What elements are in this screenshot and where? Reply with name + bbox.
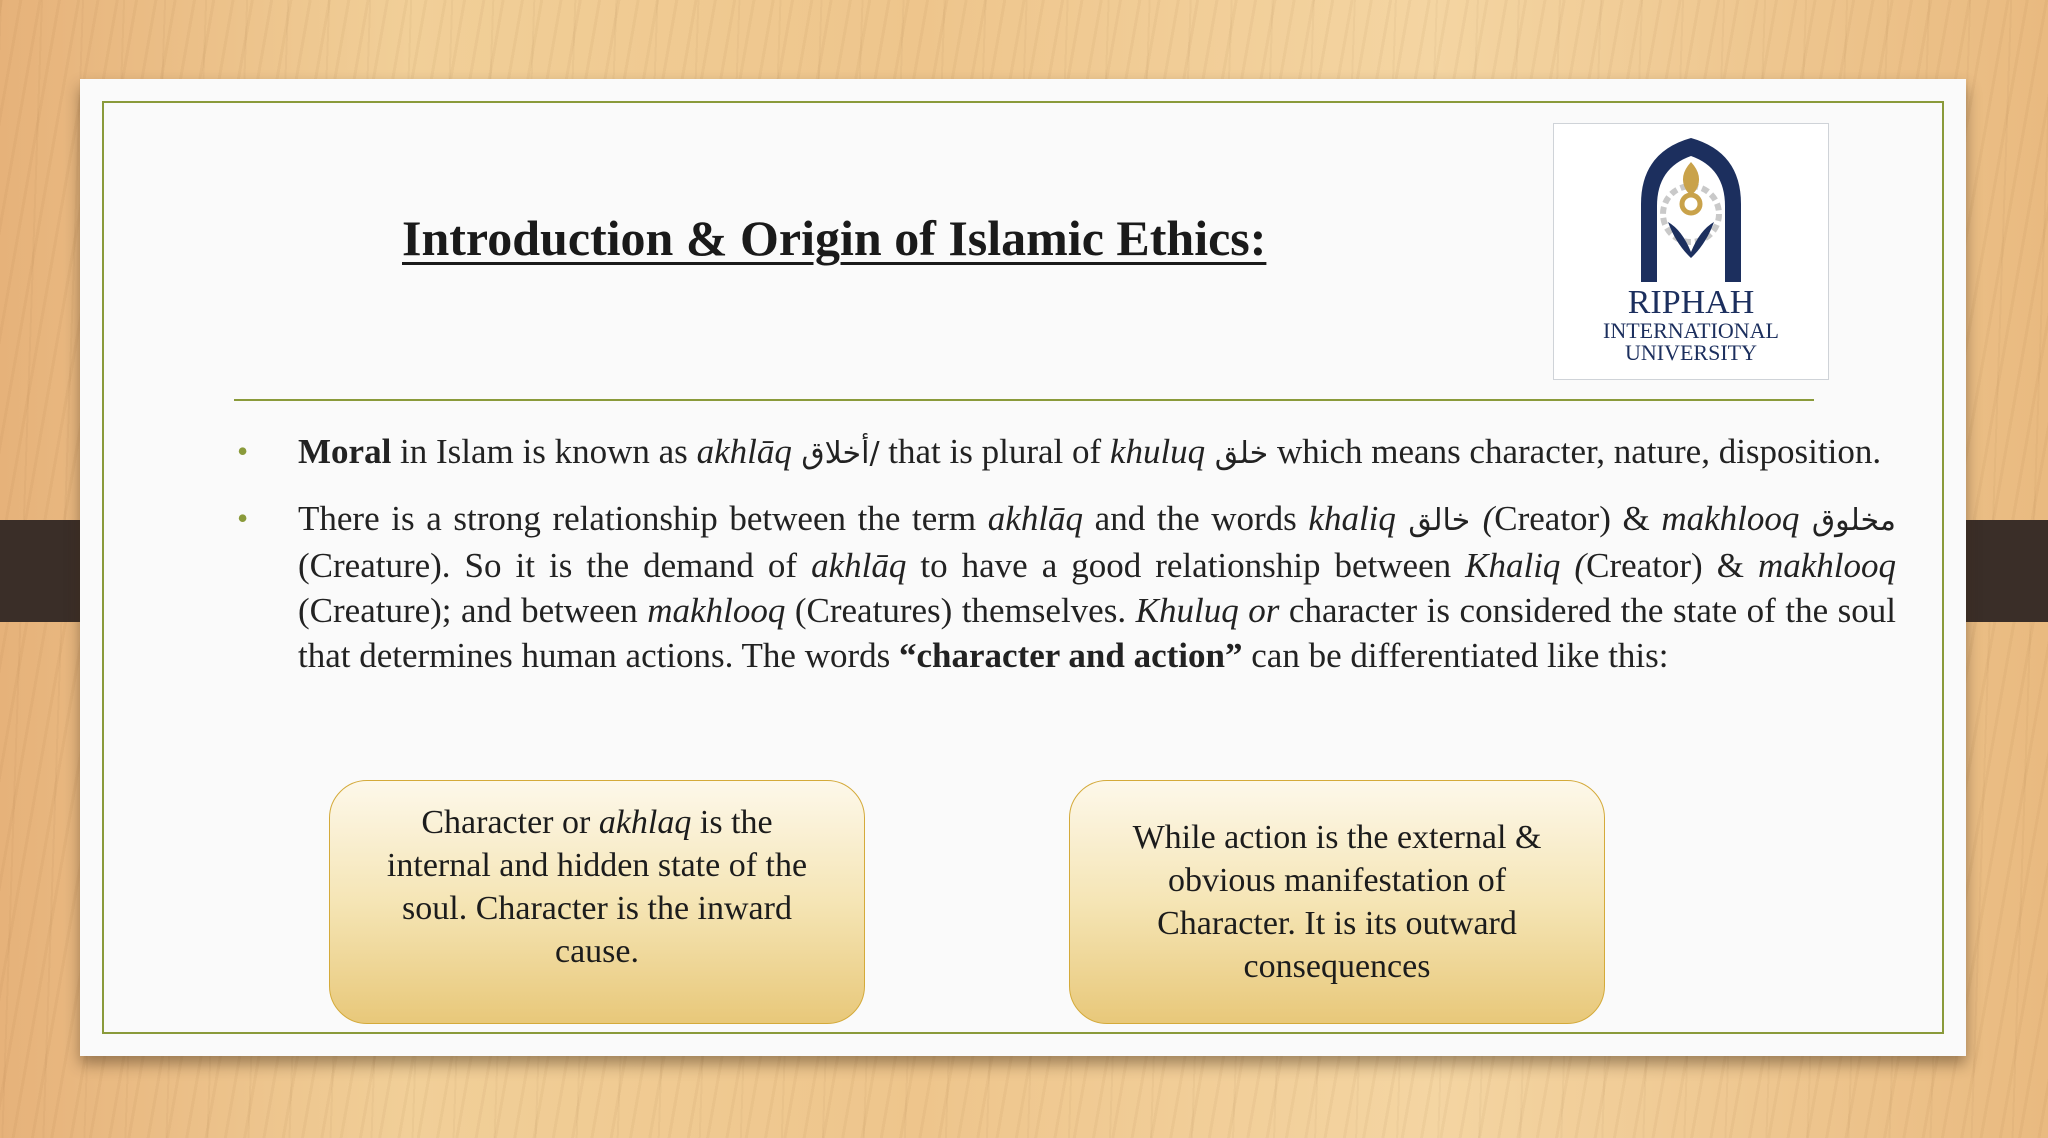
bullet1-text: which means character, nature, disposition. xyxy=(1268,432,1882,471)
bullet2-makhlooq: makhlooq xyxy=(1661,499,1800,538)
bullet1-khuluq: khuluq xyxy=(1109,432,1206,471)
action-box xyxy=(1069,780,1605,1024)
bullet2-arabic-khaliq: خالق xyxy=(1395,503,1483,538)
action-box-text: While action is the external & obvious manifestation of Character. It is its outward consequences xyxy=(1132,819,1542,985)
logo-subtitle-line2: UNIVERSITY xyxy=(1625,340,1757,365)
riphah-emblem-icon xyxy=(1616,134,1766,284)
bullet-moral xyxy=(237,429,1896,476)
logo-name: RIPHAH xyxy=(1627,284,1755,321)
bullet2-makhlooq: makhlooq xyxy=(647,591,786,630)
bullet2-text: to have a good relationship between xyxy=(906,546,1466,585)
bullet2-text: can be differentiated like this: xyxy=(1242,636,1669,675)
character-box-text-part: is the internal and hidden state of the soul. Character is the inward cause. xyxy=(386,804,808,970)
bullet2-text: Creator) & xyxy=(1494,499,1662,538)
bullet1-arabic-akhlaq: أخلاق/ xyxy=(791,436,880,471)
bullet1-text: that is plural of xyxy=(879,432,1110,471)
bullet-marker: • xyxy=(237,433,249,469)
bullet2-arabic-makhlooq: مخلوق xyxy=(1799,503,1896,538)
character-box xyxy=(329,780,865,1024)
bullet2-khaliq: khaliq xyxy=(1308,499,1396,538)
slide xyxy=(80,79,1966,1056)
character-box-akhlaq: akhlaq xyxy=(598,804,692,841)
character-box-text-part: Character or xyxy=(421,804,599,841)
bullet2-text: and the words xyxy=(1083,499,1309,538)
bullet1-term-moral: Moral xyxy=(298,432,392,471)
bullet2-text: (Creature). So it is the demand of xyxy=(298,546,812,585)
title-divider xyxy=(234,399,1814,401)
bullet2-khaliq: Khaliq ( xyxy=(1465,546,1587,585)
bullet-marker: • xyxy=(237,500,249,536)
bullet2-akhlaq: akhlāq xyxy=(987,499,1084,538)
bullet1-arabic-khuluq: خلق xyxy=(1205,436,1269,471)
bullet-relationship xyxy=(237,496,1896,678)
bullet2-character-and-action: “character and action” xyxy=(899,636,1243,675)
bullet2-makhlooq: makhlooq xyxy=(1757,546,1896,585)
bullet2-khuluq: Khuluq or xyxy=(1135,591,1280,630)
bullet2-text: (Creature); and between xyxy=(298,591,648,630)
bullet-list xyxy=(237,429,1896,698)
bullet2-akhlaq: akhlāq xyxy=(811,546,907,585)
university-logo xyxy=(1553,123,1829,380)
bullet2-text: Creator) & xyxy=(1586,546,1758,585)
bullet2-text: There is a strong relationship between the term xyxy=(298,499,988,538)
bullet2-text: character is considered the state of the soul that determines human actions. The words xyxy=(298,591,1896,675)
bullet2-text: (Creatures) themselves. xyxy=(785,591,1136,630)
slide-title: Introduction & Origin of Islamic Ethics: xyxy=(402,210,1267,266)
character-box-text xyxy=(370,801,824,973)
logo-subtitle-line1: INTERNATIONAL xyxy=(1603,318,1779,343)
bullet1-text: in Islam is known as xyxy=(391,432,697,471)
bullet2-paren: ( xyxy=(1482,499,1495,538)
bullet1-akhlaq: akhlāq xyxy=(696,432,792,471)
